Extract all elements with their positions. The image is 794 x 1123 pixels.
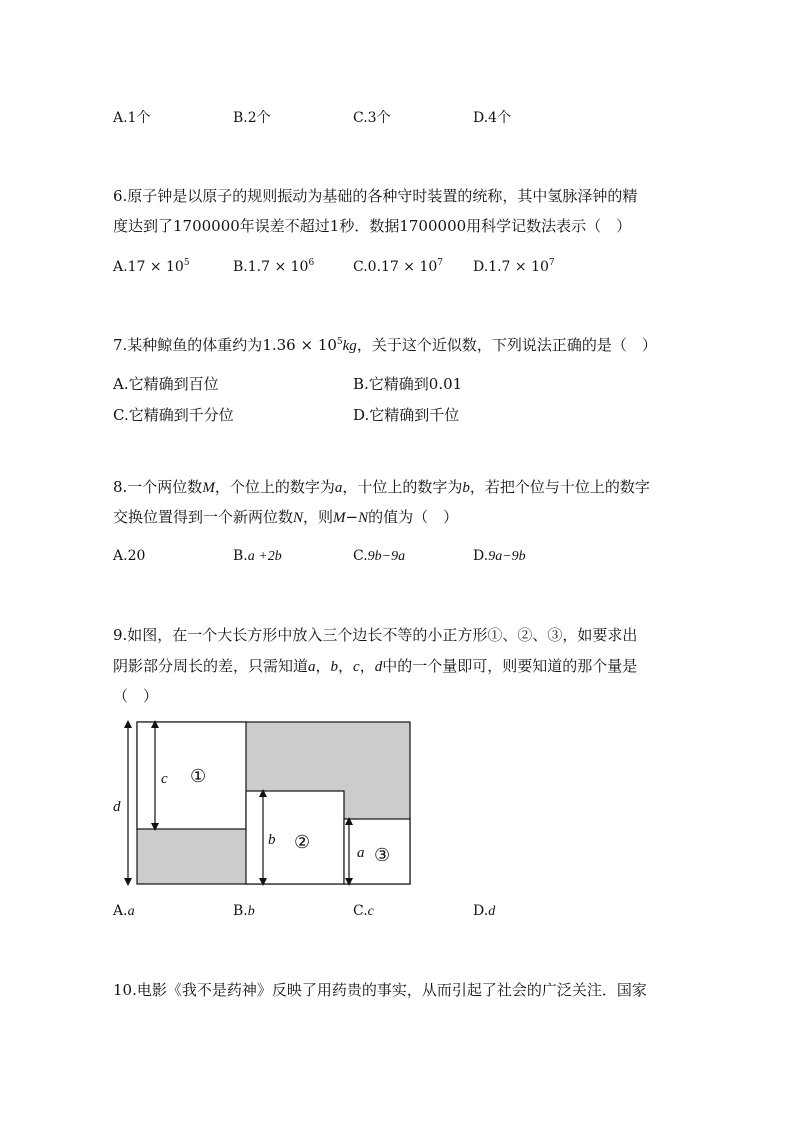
q9-option-a: A.a — [113, 903, 135, 919]
q6-option-c: $C.0.17 \times 10^7$ — [353, 258, 444, 275]
q6-option-a: $A.17 \times 10^5$ — [113, 258, 190, 275]
label-d: d — [113, 799, 121, 815]
shaded-region-bottom-left — [137, 829, 246, 884]
label-square-2: ② — [294, 832, 311, 852]
label-square-1: ① — [190, 766, 207, 786]
q8-stem-line2: 交换位置得到一个新两位数N，则M−N的值为（ ） — [113, 508, 459, 526]
q9-figure — [108, 716, 418, 892]
q6-option-b: $B.1.7 \times 10^6$ — [233, 258, 315, 275]
q6-stem-line1: 6.原子钟是以原子的规则振动为基础的各种守时装置的统称，其中氢脉泽钟的精 — [113, 187, 638, 205]
q5-option-b: B.2个 — [233, 110, 271, 126]
q6-stem-line2: 度达到了1700000年误差不超过1秒．数据1700000用科学记数法表示（ ） — [113, 217, 632, 235]
q7-stem: 7.某种鲸鱼的体重约为$1.36 \times 10^5kg$，关于这个近似数，下列说法正确的是（ ） — [113, 336, 657, 354]
q9-option-b: B.b — [233, 903, 255, 919]
q10-stem-line1: 10.电影《我不是药神》反映了用药贵的事实，从而引起了社会的广泛关注．国家 — [113, 981, 647, 999]
q8-option-c: C.9b−9a — [353, 548, 406, 564]
q8-stem-line1: 8.一个两位数M，个位上的数字为a，十位上的数字为b，若把个位与十位上的数字 — [113, 478, 650, 496]
q7-option-a: A.它精确到百位 — [113, 375, 219, 393]
label-a: a — [357, 845, 365, 861]
label-b: b — [268, 832, 276, 848]
q5-option-a: A.1个 — [113, 110, 151, 126]
q5-option-c: C.3个 — [353, 110, 391, 126]
q9-stem-line1: 9.如图，在一个大长方形中放入三个边长不等的小正方形①、②、③，如要求出 — [113, 626, 638, 644]
q8-option-b: B.a +2b — [233, 548, 282, 564]
label-c: c — [161, 771, 168, 787]
q9-option-c: C.c — [353, 903, 374, 919]
q9-stem-line3: （ ） — [113, 687, 159, 705]
q7-option-c: C.它精确到千分位 — [113, 406, 234, 424]
q7-option-b: B.它精确到0.01 — [353, 375, 463, 393]
label-square-3: ③ — [374, 845, 391, 865]
q9-option-d: D.d — [473, 903, 496, 919]
q8-option-d: D.9a−9b — [473, 548, 526, 564]
q5-option-d: D.4个 — [473, 110, 512, 126]
q6-option-d: $D.1.7 \times 10^7$ — [473, 258, 555, 275]
q9-stem-line2: 阴影部分周长的差，只需知道a，b，c，d中的一个量即可，则要知道的那个量是 — [113, 657, 638, 675]
q7-option-d: D.它精确到千位 — [353, 406, 460, 424]
q8-option-a: A.20 — [113, 548, 146, 564]
